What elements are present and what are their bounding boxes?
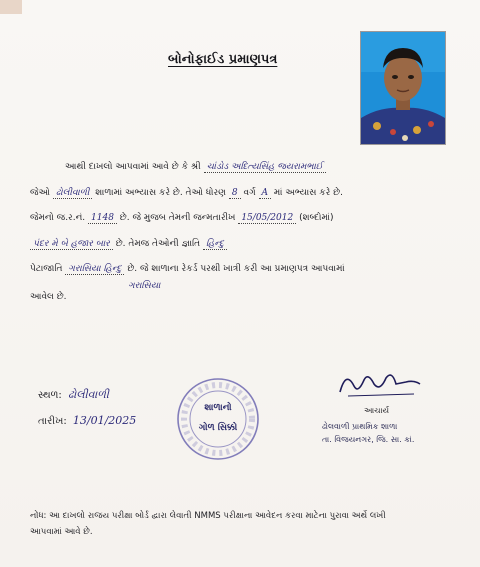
certificate-title: બોનોફાઈડ પ્રમાણપત્ર — [168, 52, 278, 67]
paper-corner-tab — [0, 0, 22, 14]
line3-prefix: જેમનો જ.ર.નં. — [30, 213, 86, 223]
line2-prefix: જેઓ — [30, 188, 50, 198]
school-line — [30, 188, 343, 198]
line2-middle: શાળામાં અભ્યાસ કરે છે. તેઓ ધોરણ — [95, 188, 226, 198]
intro-prefix: આથી દાખલો આપવામાં આવે છે કે શ્રી — [65, 162, 201, 172]
student-photo — [360, 31, 446, 145]
line5-prefix: પેટાજાતિ — [30, 264, 63, 274]
note-line-2: આપવામાં આવે છે. — [30, 527, 93, 537]
birth-date: 15/05/2012 — [238, 213, 296, 224]
date-row — [38, 414, 139, 427]
principal-signature — [334, 362, 424, 402]
place-row — [38, 388, 112, 402]
school-address: તા. વિજયનગર, જિ. સા. કાં. — [322, 435, 415, 444]
standard-value: 8 — [229, 188, 241, 199]
stamp-line-2: ગોળ સિક્કો — [198, 423, 238, 433]
class-label: વર્ગ — [243, 188, 256, 198]
principal-title: આચાર્ય — [364, 406, 390, 415]
stamp-circle-graphic — [176, 377, 260, 461]
division-value: A — [259, 188, 272, 199]
birth-date-words: પંદર મે બે હજાર બાર — [30, 239, 113, 250]
line2-suffix: માં અભ્યાસ કરે છે. — [273, 188, 343, 198]
intro-line — [65, 162, 326, 172]
school-name: ઢોલવાળી પ્રાથમિક શાળા — [322, 422, 398, 431]
stamp-line-1: શાળાનો — [204, 403, 232, 413]
gr-line — [30, 213, 334, 223]
signature-scribble — [334, 362, 424, 402]
school-stamp — [176, 377, 260, 461]
line3-middle: છે. જે મુજબ તેમની જન્મતારીખ — [119, 213, 236, 223]
handwritten-note: ગરાસિયા — [128, 281, 161, 291]
subcaste-line — [30, 264, 345, 274]
sub-caste-value: ગરાસિયા હિન્દુ — [65, 264, 124, 275]
place-value: ઢોલીવાળી — [67, 388, 109, 401]
birth-words-line — [30, 239, 227, 249]
closing-line: આવેલ છે. — [30, 292, 67, 302]
line3-suffix: (શબ્દોમાં) — [299, 213, 334, 223]
caste-value: હિન્દુ — [203, 239, 227, 250]
date-label: તારીખ: — [38, 416, 67, 427]
student-name: ચાંડોડ અદિત્યસિંહ જયરામભાઈ — [204, 162, 326, 173]
line5-suffix: છે. જે શાળાના રેકર્ડ પરથી ખાત્રી કરી આ પ્રમાણપત્ર આપવામાં — [127, 264, 345, 274]
student-photo-image — [361, 32, 445, 144]
gr-number: 1148 — [88, 213, 117, 224]
school-short: ઢોલીવાળી — [53, 188, 93, 199]
place-label: સ્થળ: — [38, 390, 62, 401]
line4-middle: છે. તેમજ તેઓની જ્ઞાતિ — [115, 239, 201, 249]
date-value: 13/01/2025 — [72, 414, 137, 427]
note-line-1: નોંધ: આ દાખલો રાજય પરીક્ષા બોર્ડ દ્વારા લેવાતી NMMS પરીક્ષાના આવેદન કરવા માટેના પુરાવા અર્થે લખી — [30, 511, 386, 521]
